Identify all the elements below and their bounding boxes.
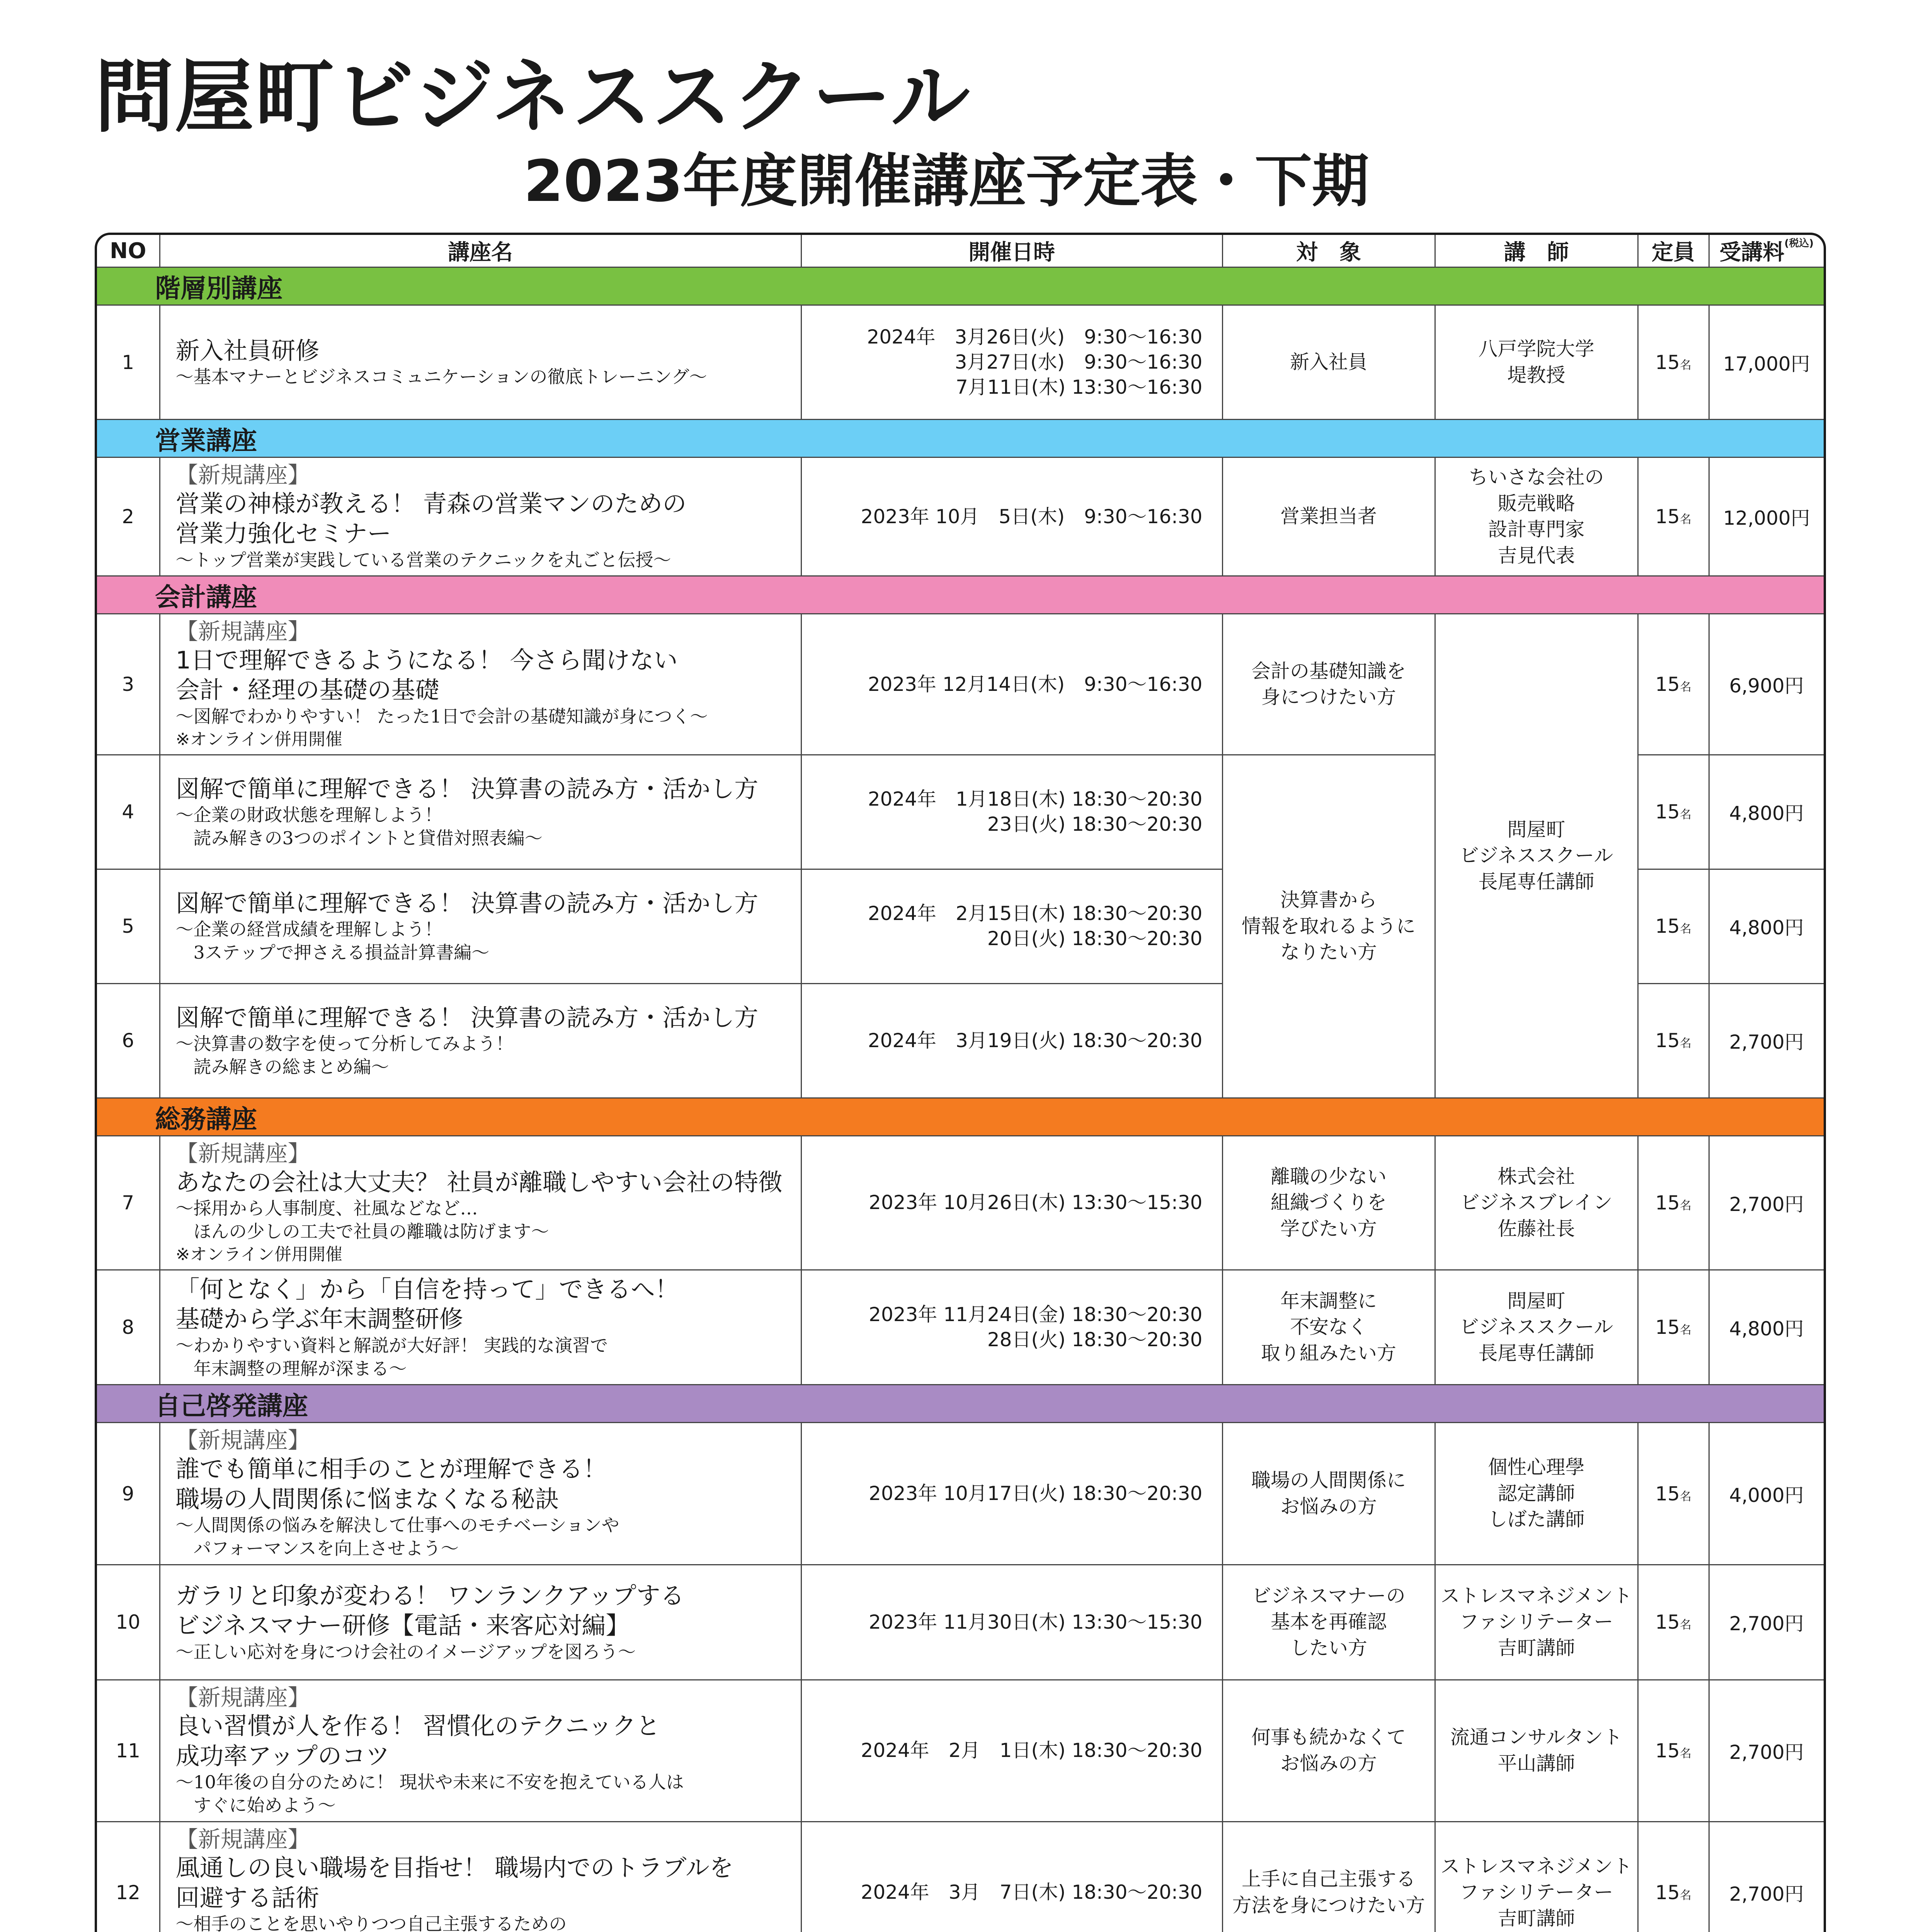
capacity-value: 15 xyxy=(1655,673,1680,696)
course-name-cell xyxy=(160,869,801,983)
header-fee-label: 受講料 xyxy=(1719,240,1785,265)
course-name-cell xyxy=(160,1680,801,1821)
course-target: 職場の人間関係に お悩みの方 xyxy=(1222,1423,1435,1565)
course-lecturer: ストレスマネジメント ファシリテーター 吉町講師 xyxy=(1435,1565,1638,1680)
capacity-value: 15 xyxy=(1655,505,1680,528)
course-date: 2023年 12月14日(木) 9:30～16:30 xyxy=(801,614,1222,755)
course-target: ビジネスマナーの 基本を再確認 したい方 xyxy=(1222,1565,1435,1680)
course-no: 12 xyxy=(97,1821,160,1932)
course-date: 2024年 3月26日(火) 9:30～16:30 3月27日(水) 9:30～16:30 7月11日(木) 13:30～16:30 xyxy=(801,305,1222,420)
course-subtitle: ～企業の経営成績を理解しよう！ 3ステップで押さえる損益計算書編～ xyxy=(175,919,490,963)
table-row xyxy=(97,614,1824,755)
course-fee: 6,900円 xyxy=(1709,614,1824,755)
category-label: 自己啓発講座 xyxy=(97,1385,1824,1423)
course-no: 10 xyxy=(97,1565,160,1680)
category-label: 営業講座 xyxy=(97,420,1824,457)
page-title: 問屋町ビジネススクール xyxy=(95,51,971,143)
course-name: ガラリと印象が変わる！ ワンランクアップする ビジネスマナー研修【電話・来客応対編】 xyxy=(175,1581,684,1640)
course-name: 営業の神様が教える！ 青森の営業マンのための 営業力強化セミナー xyxy=(175,489,687,548)
course-date: 2024年 1月18日(木) 18:30～20:30 23日(火) 18:30～20:30 xyxy=(801,755,1222,869)
course-capacity xyxy=(1638,1270,1709,1385)
header-fee-note: (税込) xyxy=(1784,238,1814,249)
course-no: 8 xyxy=(97,1270,160,1385)
course-target: 離職の少ない 組織づくりを 学びたい方 xyxy=(1222,1136,1435,1270)
course-lecturer: 株式会社 ビジネスブレイン 佐藤社長 xyxy=(1435,1136,1638,1270)
course-capacity xyxy=(1638,457,1709,576)
capacity-value: 15 xyxy=(1655,1611,1680,1634)
course-name-cell xyxy=(160,457,801,576)
course-target: 決算書から 情報を取れるように なりたい方 xyxy=(1222,755,1435,1098)
course-lecturer: 問屋町 ビジネススクール 長尾専任講師 xyxy=(1435,1270,1638,1385)
course-no: 1 xyxy=(97,305,160,420)
course-fee: 2,700円 xyxy=(1709,1821,1824,1932)
table-row xyxy=(97,1680,1824,1821)
course-capacity xyxy=(1638,755,1709,869)
course-target: 何事も続かなくて お悩みの方 xyxy=(1222,1680,1435,1821)
course-fee: 2,700円 xyxy=(1709,1565,1824,1680)
header-target: 対 象 xyxy=(1222,235,1435,267)
course-tag: 【新規講座】 xyxy=(175,1427,310,1454)
course-lecturer: 個性心理學 認定講師 しばた講師 xyxy=(1435,1423,1638,1565)
course-lecturer: 八戸学院大学 堤教授 xyxy=(1435,305,1638,420)
course-no: 2 xyxy=(97,457,160,576)
course-name-cell xyxy=(160,1565,801,1680)
course-date: 2023年 11月24日(金) 18:30～20:30 28日(火) 18:30～20:30 xyxy=(801,1270,1222,1385)
capacity-value: 15 xyxy=(1655,1881,1680,1904)
course-note: ※オンライン併用開催 xyxy=(175,729,343,749)
capacity-unit: 名 xyxy=(1679,680,1691,694)
capacity-value: 15 xyxy=(1655,1739,1680,1762)
header-no: NO xyxy=(97,235,160,267)
course-tag: 【新規講座】 xyxy=(175,462,310,488)
category-label: 階層別講座 xyxy=(97,267,1824,305)
category-label: 会計講座 xyxy=(97,576,1824,614)
header-capacity: 定員 xyxy=(1638,235,1709,267)
course-target: 会計の基礎知識を 身につけたい方 xyxy=(1222,614,1435,755)
course-fee: 4,800円 xyxy=(1709,755,1824,869)
course-no: 4 xyxy=(97,755,160,869)
course-subtitle: ～企業の財政状態を理解しよう！ 読み解きの3つのポイントと貸借対照表編～ xyxy=(175,804,543,849)
course-target: 営業担当者 xyxy=(1222,457,1435,576)
course-fee: 2,700円 xyxy=(1709,983,1824,1098)
course-date: 2023年 10月17日(火) 18:30～20:30 xyxy=(801,1423,1222,1565)
course-subtitle: ～決算書の数字を使って分析してみよう！ 読み解きの総まとめ編～ xyxy=(175,1033,514,1078)
course-fee: 4,000円 xyxy=(1709,1423,1824,1565)
course-capacity xyxy=(1638,983,1709,1098)
course-capacity xyxy=(1638,1680,1709,1821)
course-name: 良い習慣が人を作る！ 習慣化のテクニックと 成功率アップのコツ xyxy=(175,1712,660,1770)
course-subtitle: ～採用から人事制度、社風などなど… ほんの少しの工夫で社員の離職は防げます～ xyxy=(175,1198,549,1242)
course-subtitle: ～トップ営業が実践している営業のテクニックを丸ごと伝授～ xyxy=(175,549,671,570)
table-row xyxy=(97,1136,1824,1270)
course-subtitle: ～基本マナーとビジネスコミュニケーションの徹底トレーニング～ xyxy=(175,366,707,388)
course-name-cell xyxy=(160,305,801,420)
capacity-unit: 名 xyxy=(1679,922,1691,936)
course-target: 上手に自己主張する 方法を身につけたい方 xyxy=(1222,1821,1435,1932)
capacity-unit: 名 xyxy=(1679,358,1691,372)
category-row xyxy=(97,267,1824,305)
course-name: 新入社員研修 xyxy=(175,336,320,365)
category-row xyxy=(97,576,1824,614)
schedule-table-frame xyxy=(95,233,1826,1932)
table-row xyxy=(97,1565,1824,1680)
capacity-unit: 名 xyxy=(1679,808,1691,822)
course-no: 11 xyxy=(97,1680,160,1821)
course-tag: 【新規講座】 xyxy=(175,1140,310,1167)
course-name-cell xyxy=(160,1136,801,1270)
course-note: ※オンライン併用開催 xyxy=(175,1244,343,1264)
capacity-value: 15 xyxy=(1655,1191,1680,1214)
course-lecturer: ストレスマネジメント ファシリテーター 吉町講師 xyxy=(1435,1821,1638,1932)
capacity-value: 15 xyxy=(1655,1482,1680,1505)
course-name: 図解で簡単に理解できる！ 決算書の読み方・活かし方 xyxy=(175,889,759,917)
course-capacity xyxy=(1638,869,1709,983)
course-date: 2023年 10月 5日(木) 9:30～16:30 xyxy=(801,457,1222,576)
course-target: 年末調整に 不安なく 取り組みたい方 xyxy=(1222,1270,1435,1385)
course-name: 誰でも簡単に相手のことが理解できる！ 職場の人間関係に悩まなくなる秘訣 xyxy=(175,1455,607,1513)
course-fee: 4,800円 xyxy=(1709,869,1824,983)
table-header-row xyxy=(97,235,1824,267)
course-name-cell xyxy=(160,1821,801,1932)
course-name-cell xyxy=(160,1270,801,1385)
course-name: あなたの会社は大丈夫？ 社員が離職しやすい会社の特徴 xyxy=(175,1168,783,1196)
course-subtitle: ～人間関係の悩みを解決して仕事へのモチベーションや パフォーマンスを向上させよう～ xyxy=(175,1515,619,1559)
course-lecturer: 問屋町 ビジネススクール 長尾専任講師 xyxy=(1435,614,1638,1098)
course-name: 風通しの良い職場を目指せ！ 職場内でのトラブルを 回避する話術 xyxy=(175,1854,733,1912)
category-row xyxy=(97,420,1824,457)
course-capacity xyxy=(1638,1821,1709,1932)
course-date: 2024年 2月 1日(木) 18:30～20:30 xyxy=(801,1680,1222,1821)
course-fee: 2,700円 xyxy=(1709,1680,1824,1821)
table-row xyxy=(97,305,1824,420)
course-no: 3 xyxy=(97,614,160,755)
course-fee: 17,000円 xyxy=(1709,305,1824,420)
course-capacity xyxy=(1638,614,1709,755)
course-tag: 【新規講座】 xyxy=(175,1826,310,1852)
header-lecturer: 講 師 xyxy=(1435,235,1638,267)
capacity-value: 15 xyxy=(1655,1316,1680,1339)
course-fee: 12,000円 xyxy=(1709,457,1824,576)
course-subtitle: ～相手のことを思いやりつつ自己主張するための xyxy=(175,1913,567,1932)
course-name-cell xyxy=(160,1423,801,1565)
course-no: 6 xyxy=(97,983,160,1098)
course-fee: 2,700円 xyxy=(1709,1136,1824,1270)
course-name: 1日で理解できるようになる！ 今さら聞けない 会計・経理の基礎の基礎 xyxy=(175,646,678,704)
course-tag: 【新規講座】 xyxy=(175,1684,310,1711)
capacity-unit: 名 xyxy=(1679,1618,1691,1632)
course-date: 2023年 11月30日(木) 13:30～15:30 xyxy=(801,1565,1222,1680)
course-capacity xyxy=(1638,1565,1709,1680)
capacity-value: 15 xyxy=(1655,1029,1680,1052)
page-subtitle: 2023年度開催講座予定表・下期 xyxy=(524,148,1369,214)
capacity-value: 15 xyxy=(1655,915,1680,938)
capacity-unit: 名 xyxy=(1679,513,1691,527)
category-row xyxy=(97,1098,1824,1136)
course-name-cell xyxy=(160,614,801,755)
header-name: 講座名 xyxy=(160,235,801,267)
course-name: 図解で簡単に理解できる！ 決算書の読み方・活かし方 xyxy=(175,774,759,803)
course-name-cell xyxy=(160,983,801,1098)
schedule-table xyxy=(97,235,1824,1932)
course-lecturer: 流通コンサルタント 平山講師 xyxy=(1435,1680,1638,1821)
course-date: 2024年 2月15日(木) 18:30～20:30 20日(火) 18:30～20:30 xyxy=(801,869,1222,983)
capacity-unit: 名 xyxy=(1679,1490,1691,1503)
capacity-unit: 名 xyxy=(1679,1747,1691,1760)
course-subtitle: ～正しい応対を身につけ会社のイメージアップを図ろう～ xyxy=(175,1641,636,1662)
course-no: 5 xyxy=(97,869,160,983)
capacity-value: 15 xyxy=(1655,801,1680,823)
course-subtitle: ～10年後の自分のために！ 現状や未来に不安を抱えている人は すぐに始めよう～ xyxy=(175,1772,684,1816)
capacity-unit: 名 xyxy=(1679,1199,1691,1213)
capacity-unit: 名 xyxy=(1679,1037,1691,1051)
course-date: 2024年 3月 7日(木) 18:30～20:30 xyxy=(801,1821,1222,1932)
capacity-unit: 名 xyxy=(1679,1323,1691,1337)
course-no: 9 xyxy=(97,1423,160,1565)
course-fee: 4,800円 xyxy=(1709,1270,1824,1385)
course-capacity xyxy=(1638,305,1709,420)
course-no: 7 xyxy=(97,1136,160,1270)
course-target: 新入社員 xyxy=(1222,305,1435,420)
capacity-unit: 名 xyxy=(1679,1888,1691,1902)
table-row xyxy=(97,1270,1824,1385)
course-tag: 【新規講座】 xyxy=(175,618,310,645)
course-lecturer: ちいさな会社の 販売戦略 設計専門家 吉見代表 xyxy=(1435,457,1638,576)
category-row xyxy=(97,1385,1824,1423)
course-capacity xyxy=(1638,1136,1709,1270)
course-name: 図解で簡単に理解できる！ 決算書の読み方・活かし方 xyxy=(175,1003,759,1032)
course-name-cell xyxy=(160,755,801,869)
table-row xyxy=(97,457,1824,576)
course-date: 2024年 3月19日(火) 18:30～20:30 xyxy=(801,983,1222,1098)
table-row xyxy=(97,1821,1824,1932)
course-capacity xyxy=(1638,1423,1709,1565)
course-subtitle: ～わかりやすい資料と解説が大好評！ 実践的な演習で 年末調整の理解が深まる～ xyxy=(175,1335,608,1379)
table-row xyxy=(97,1423,1824,1565)
course-subtitle: ～図解でわかりやすい！ たった1日で会計の基礎知識が身につく～ xyxy=(175,706,708,727)
category-label: 総務講座 xyxy=(97,1098,1824,1136)
header-date: 開催日時 xyxy=(801,235,1222,267)
capacity-value: 15 xyxy=(1655,351,1680,374)
course-name: 「何となく」から「自信を持って」できるへ！ 基礎から学ぶ年末調整研修 xyxy=(175,1275,679,1333)
header-fee xyxy=(1709,235,1824,267)
course-date: 2023年 10月26日(木) 13:30～15:30 xyxy=(801,1136,1222,1270)
